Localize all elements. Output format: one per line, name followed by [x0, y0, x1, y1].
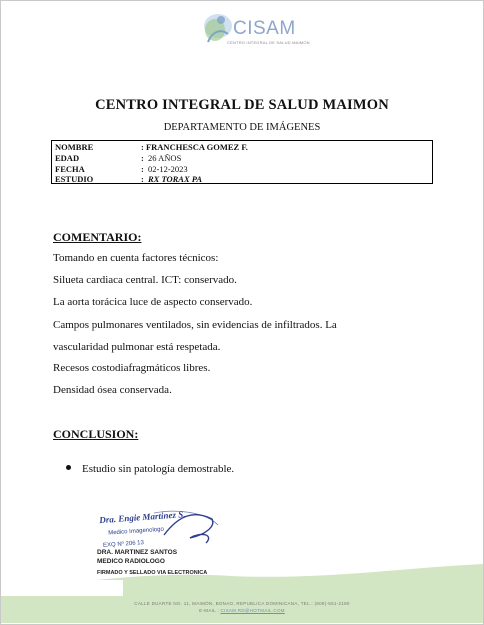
- info-label: FECHA: [55, 164, 85, 174]
- info-value: RX TORAX PA: [148, 174, 203, 184]
- stamp-line1: Dra. Engie Martinez S.: [98, 509, 186, 526]
- comment-line: Campos pulmonares ventilados, sin evidencias de infiltrados. La: [53, 319, 337, 331]
- comment-line: Densidad ósea conservada.: [53, 384, 172, 396]
- info-value: 02-12-2023: [148, 164, 188, 174]
- signer-role: MEDICO RADIOLOGO: [97, 558, 165, 565]
- info-value: : FRANCHESCA GOMEZ F.: [141, 142, 248, 152]
- stamp-line3: EXQ Nº 206 13: [102, 540, 145, 549]
- comment-line: Silueta cardiaca central. ICT: conservado.: [53, 274, 237, 286]
- report-title: CENTRO INTEGRAL DE SALUD MAIMON: [95, 97, 389, 113]
- info-label: NOMBRE: [55, 142, 94, 152]
- info-label: EDAD: [55, 153, 80, 163]
- logo-subtitle: CENTRO INTEGRAL DE SALUD MAIMON: [227, 40, 310, 45]
- signer-name: DRA. MARTINEZ SANTOS: [97, 549, 178, 556]
- signature-note: FIRMADO Y SELLADO VIA ELECTRONICA: [97, 570, 208, 576]
- conclusion-item: Estudio sin patología demostrable.: [82, 463, 235, 475]
- footer-email-label: E-MAIL :: [199, 608, 219, 613]
- comment-line: La aorta torácica luce de aspecto conservado.: [53, 296, 253, 308]
- comment-line: Tomando en cuenta factores técnicos:: [53, 252, 219, 264]
- footer-wave: [1, 560, 483, 623]
- info-colon: :: [141, 164, 144, 174]
- footer-email-line: [0, 608, 484, 613]
- bullet-icon: [66, 465, 71, 470]
- info-label: ESTUDIO: [55, 174, 94, 184]
- info-value: 26 AÑOS: [148, 153, 182, 163]
- comment-line: Recesos costodiafragmáticos libres.: [53, 362, 211, 374]
- footer-email-link[interactable]: CISAM.RD@HOTMAIL.COM: [220, 608, 285, 613]
- info-colon: :: [141, 174, 144, 184]
- patient-info-box: [51, 140, 433, 184]
- department-name: DEPARTAMENTO DE IMÁGENES: [163, 122, 321, 133]
- conclusion-heading: CONCLUSION:: [53, 427, 139, 441]
- comment-heading: COMENTARIO:: [53, 230, 142, 244]
- stamp-line2: Medico Imagenologo: [108, 526, 165, 537]
- comment-line: vascularidad pulmonar está respetada.: [53, 341, 221, 353]
- logo-wordmark: CISAM: [233, 18, 296, 39]
- signature-stamp: [94, 505, 224, 551]
- footer-address: CALLE DUARTE NO. 11, MAIMÓN, BONAO, REPUBLICA DOMINICANA, TEL.: (809)-551-2180: [134, 601, 350, 606]
- info-colon: :: [141, 153, 144, 163]
